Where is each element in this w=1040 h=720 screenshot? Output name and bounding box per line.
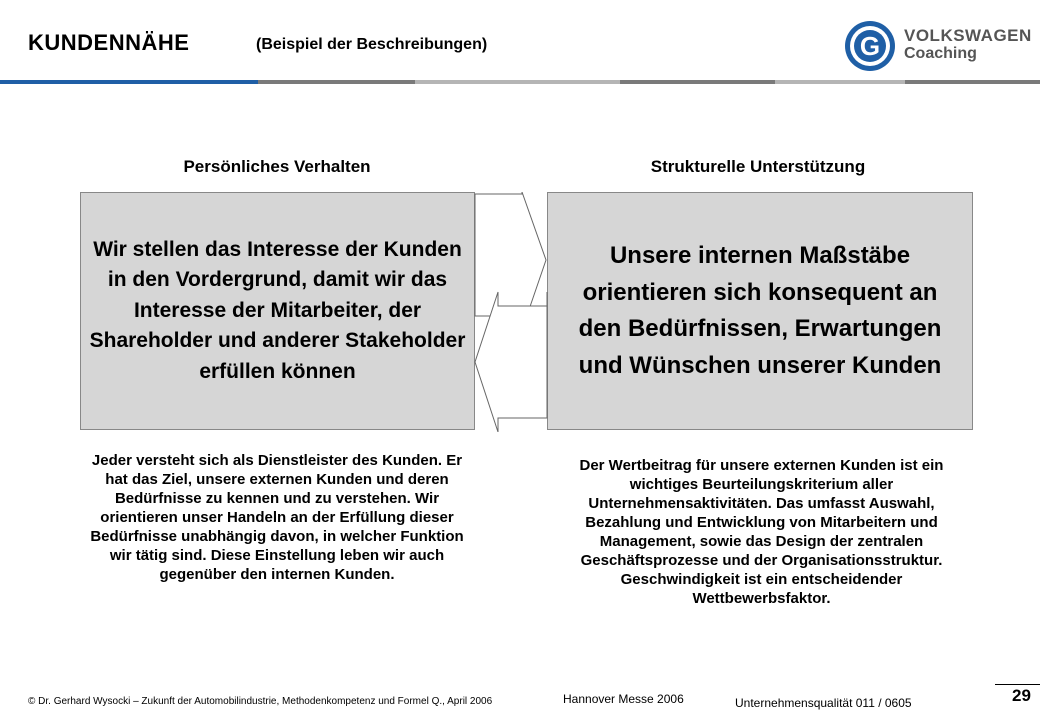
divider-segment (415, 80, 620, 84)
divider-segment (775, 80, 905, 84)
logo-mark: G (859, 31, 881, 61)
logo-text-volkswagen: VOLKSWAGEN (904, 26, 1032, 45)
page-number: 29 (1012, 686, 1031, 705)
right-column-heading: Strukturelle Unterstützung (650, 157, 866, 176)
footer-unit: Unternehmensqualität 011 / 0605 (735, 696, 912, 710)
divider-segment (620, 80, 775, 84)
personal-behavior-box (80, 192, 475, 430)
logo-text-coaching: Coaching (904, 45, 977, 62)
bidirectional-arrows (474, 192, 548, 432)
divider-segment (258, 80, 415, 84)
footer-copyright: © Dr. Gerhard Wysocki – Zukunft der Automobilindustrie, Methodenkompetenz und Formel Q., April 2006 (28, 696, 493, 707)
structural-support-text: Unsere internen Maßstäbe orientieren sich konsequent an den Bedürfnissen, Erwartungen und Wünschen unserer Kunden (578, 242, 942, 379)
divider-segment (905, 80, 1040, 84)
personal-behavior-text: Wir stellen das Interesse der Kunden in den Vordergrund, damit wir das Interesse der Mitarbeiter, der Shareholder und anderer Stakeholder erfüllen können (89, 237, 466, 383)
structural-support-box (547, 192, 973, 430)
header-divider-bar (0, 80, 1040, 84)
page-subtitle: (Beispiel der Beschreibungen) (256, 36, 488, 53)
personal-behavior-description: Jeder versteht sich als Dienstleister des Kunden. Er hat das Ziel, unsere externen Kunden und deren Bedürfnisse zu kennen und zu verstehen. Wir orientieren unser Handeln an der Erfüllung dieser Bedürfnisse unabhängig davon, in welcher Funktion wir tätig sind. Diese Einstellung leben wir auch gegenüber den internen Kunden. (90, 452, 464, 583)
page-number-divider (995, 684, 1040, 685)
page-title: KUNDENNÄHE (28, 30, 190, 55)
left-column-heading: Persönliches Verhalten (183, 157, 371, 176)
structural-support-description: Der Wertbeitrag für unsere externen Kunden ist ein wichtiges Beurteilungskriterium aller Unternehmensaktivitäten. Das umfasst Auswahl, Bezahlung und Entwicklung von Mitarbeitern und Management, sowie das Design der zentralen Geschäftsprozesse und der Organisationsstruktur. Geschwindigkeit ist ein entscheidender Wettbewerbsfaktor. (579, 457, 944, 607)
divider-segment (0, 80, 258, 84)
footer-event: Hannover Messe 2006 (563, 692, 684, 706)
